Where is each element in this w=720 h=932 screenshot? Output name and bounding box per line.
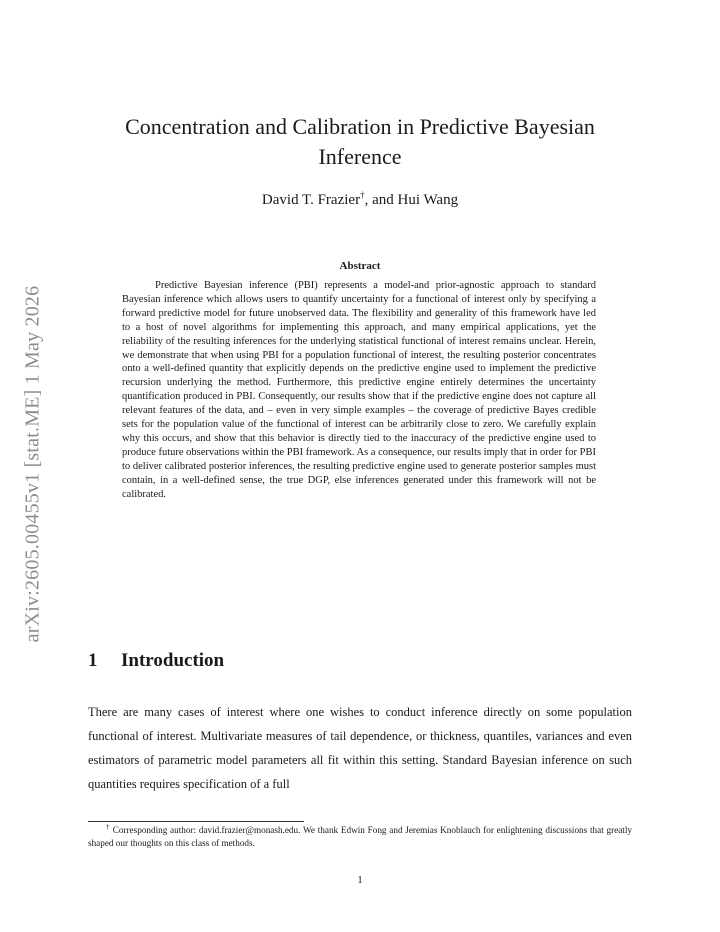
footnote xyxy=(88,824,632,849)
section-heading xyxy=(88,649,224,673)
footnote-divider xyxy=(88,821,304,822)
paper-title: Concentration and Calibration in Predictive Bayesian Inference xyxy=(125,114,595,169)
arxiv-identifier-stamp: arXiv:2605.00455v1 [stat.ME] 1 May 2026 xyxy=(21,285,44,643)
author-separator: , and xyxy=(364,192,398,208)
author-name: David T. Frazier xyxy=(261,192,361,208)
abstract-heading: Abstract xyxy=(339,260,381,272)
abstract-text: Predictive Bayesian inference (PBI) represents a model-and prior-agnostic approach to standard Bayesian inference which allows users to quantify uncertainty for a functional of interest only by specifying a forward predictive model for future unobserved data. The flexibility and generality of this framework have led to a host of novel algorithms for implementing this approach, and many empirical applications, yet the reliability of the resulting inferences for the underlying statistical functional of interest remains unclear. Herein, we demonstrate that when using PBI for a population functional of interest, the resulting posterior concentrates onto a well-defined quantity that explicitly depends on the predictive engine used to implement the predictive recursion underlying the method. Furthermore, this predictive engine entirely determines the uncertainty quantification produced in PBI. Consequently, our results show that if the predictive engine does not capture all relevant features of the data, and – even in very simple examples – the coverage of predictive Bayes credible sets for the population value of the functional of interest can be arbitrarily close to zero. We carefully explain why this occurs, and show that this behavior is directly tied to the inaccuracy of the predictive engine used to produce future observations within the PBI framework. As a consequence, our results imply that in order for PBI to deliver calibrated posterior inferences, the resulting predictive engine used to generate posterior samples must contain, in a well-defined sense, the true DGP, else inferences generated under this framework will not be calibrated. xyxy=(122,280,596,500)
footnote-text: Corresponding author: david.frazier@monash.edu. We thank Edwin Fong and Jeremias Knoblauch for enlightening discussions that greatly shaped our thoughts on this class of methods. xyxy=(88,825,632,848)
introduction-paragraph: There are many cases of interest where one wishes to conduct inference directly on some population functional of interest. Multivariate measures of tail dependence, or thickness, quantiles, variances and even estimators of parametric model parameters all fit within this setting. Standard Bayesian inference on such quantities requires specification of a full xyxy=(88,705,632,791)
section-number: 1 xyxy=(88,650,98,671)
footnote-marker: † xyxy=(106,822,110,831)
footnote-marker: † xyxy=(360,190,365,200)
section-title: Introduction xyxy=(121,650,225,671)
author-name: Hui Wang xyxy=(397,192,459,208)
author-line xyxy=(88,190,632,210)
page-number: 1 xyxy=(357,874,363,886)
